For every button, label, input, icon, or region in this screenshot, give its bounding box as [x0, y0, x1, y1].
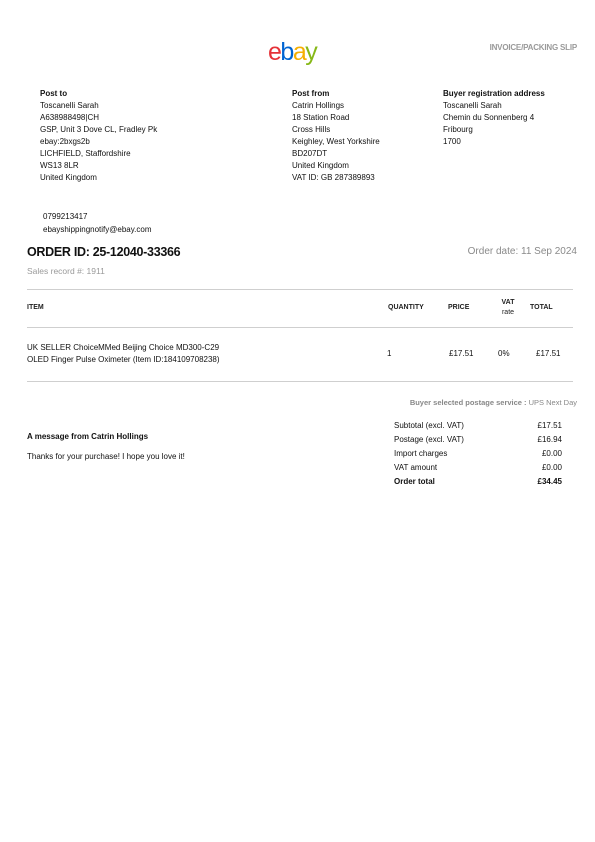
buyer-registration-line: Fribourg — [443, 125, 473, 134]
post-from-line: VAT ID: GB 287389893 — [292, 173, 375, 182]
order-date: Order date: 11 Sep 2024 — [467, 246, 577, 257]
totals-value: £16.94 — [537, 435, 562, 444]
postage-service — [410, 398, 577, 407]
post-from-line: United Kingdom — [292, 161, 349, 170]
totals-row-postage — [394, 433, 562, 447]
totals-label: VAT amount — [394, 463, 438, 472]
buyer-phone: 0799213417 — [43, 212, 88, 221]
order-id: ORDER ID: 25-12040-33366 — [27, 245, 181, 259]
post-from-line: 18 Station Road — [292, 113, 350, 122]
post-to-line: ebay:2bxgs2b — [40, 137, 90, 146]
postage-service-value: UPS Next Day — [528, 398, 577, 407]
post-to-line: WS13 8LR — [40, 161, 79, 170]
table-header-divider — [27, 327, 573, 328]
column-header-total: TOTAL — [530, 304, 553, 311]
totals-value: £0.00 — [541, 449, 562, 458]
post-from-line: Keighley, West Yorkshire — [292, 137, 380, 146]
postage-service-label: Buyer selected postage service : — [409, 398, 527, 407]
seller-message-body: Thanks for your purchase! I hope you love it! — [27, 452, 185, 461]
post-from-title: Post from — [292, 89, 330, 98]
post-from-line: BD207DT — [292, 149, 328, 158]
sales-record: Sales record #: 1911 — [27, 266, 105, 276]
totals-label: Order total — [394, 477, 435, 486]
item-total: £17.51 — [536, 349, 561, 358]
item-vat-rate: 0% — [498, 349, 510, 358]
post-to-line: A638988498|CH — [40, 113, 100, 122]
logo-letter-e: e — [268, 38, 281, 66]
buyer-registration-title: Buyer registration address — [443, 89, 545, 98]
post-to-line: LICHFIELD, Staffordshire — [40, 149, 131, 158]
totals-label: Postage (excl. VAT) — [394, 435, 464, 444]
post-to-line: United Kingdom — [40, 173, 97, 182]
post-to-address — [40, 88, 157, 184]
vat-header-line2: rate — [501, 309, 515, 316]
totals-row-subtotal — [394, 419, 562, 433]
totals-value: £34.45 — [537, 477, 562, 486]
totals-row-vat-amount — [394, 461, 562, 475]
table-bottom-divider — [27, 381, 573, 382]
totals-value: £0.00 — [541, 463, 562, 472]
item-title-line1: UK SELLER ChoiceMMed Beijing Choice MD300-C29 — [27, 343, 220, 352]
buyer-registration-address — [443, 88, 545, 148]
totals-label: Import charges — [394, 449, 448, 458]
post-from-line: Catrin Hollings — [292, 101, 345, 110]
buyer-email: ebayshippingnotify@ebay.com — [43, 225, 152, 234]
column-header-item: ITEM — [27, 304, 44, 311]
totals-row-order-total — [394, 475, 562, 489]
buyer-registration-line: 1700 — [443, 137, 461, 146]
item-title-line2: OLED Finger Pulse Oximeter (Item ID:184109708238) — [27, 355, 220, 364]
totals-label: Subtotal (excl. VAT) — [394, 421, 464, 430]
post-to-line: Toscanelli Sarah — [40, 101, 99, 110]
logo-letter-a: a — [292, 38, 306, 66]
buyer-registration-line: Chemin du Sonnenberg 4 — [443, 113, 535, 122]
column-header-quantity: QUANTITY — [388, 304, 424, 311]
logo-letter-y: y — [305, 38, 317, 66]
post-from-line: Cross Hills — [292, 125, 331, 134]
document-type-label: INVOICE/PACKING SLIP — [489, 43, 577, 52]
post-to-line: GSP, Unit 3 Dove CL, Fradley Pk — [40, 125, 158, 134]
buyer-registration-line: Toscanelli Sarah — [443, 101, 502, 110]
vat-header-line1: VAT — [501, 299, 515, 306]
post-to-title: Post to — [40, 89, 68, 98]
order-totals — [394, 419, 562, 489]
buyer-contact — [43, 210, 151, 236]
column-header-vat-rate — [498, 298, 518, 318]
seller-message-title: A message from Catrin Hollings — [27, 432, 149, 441]
column-header-price: PRICE — [448, 304, 470, 311]
table-row-item — [27, 342, 220, 366]
table-top-divider — [27, 289, 573, 290]
ebay-logo — [268, 40, 316, 65]
item-price: £17.51 — [449, 349, 474, 358]
item-quantity: 1 — [387, 349, 392, 358]
logo-letter-b: b — [280, 38, 293, 66]
post-from-address — [292, 88, 380, 184]
totals-row-import-charges — [394, 447, 562, 461]
totals-value: £17.51 — [537, 421, 562, 430]
